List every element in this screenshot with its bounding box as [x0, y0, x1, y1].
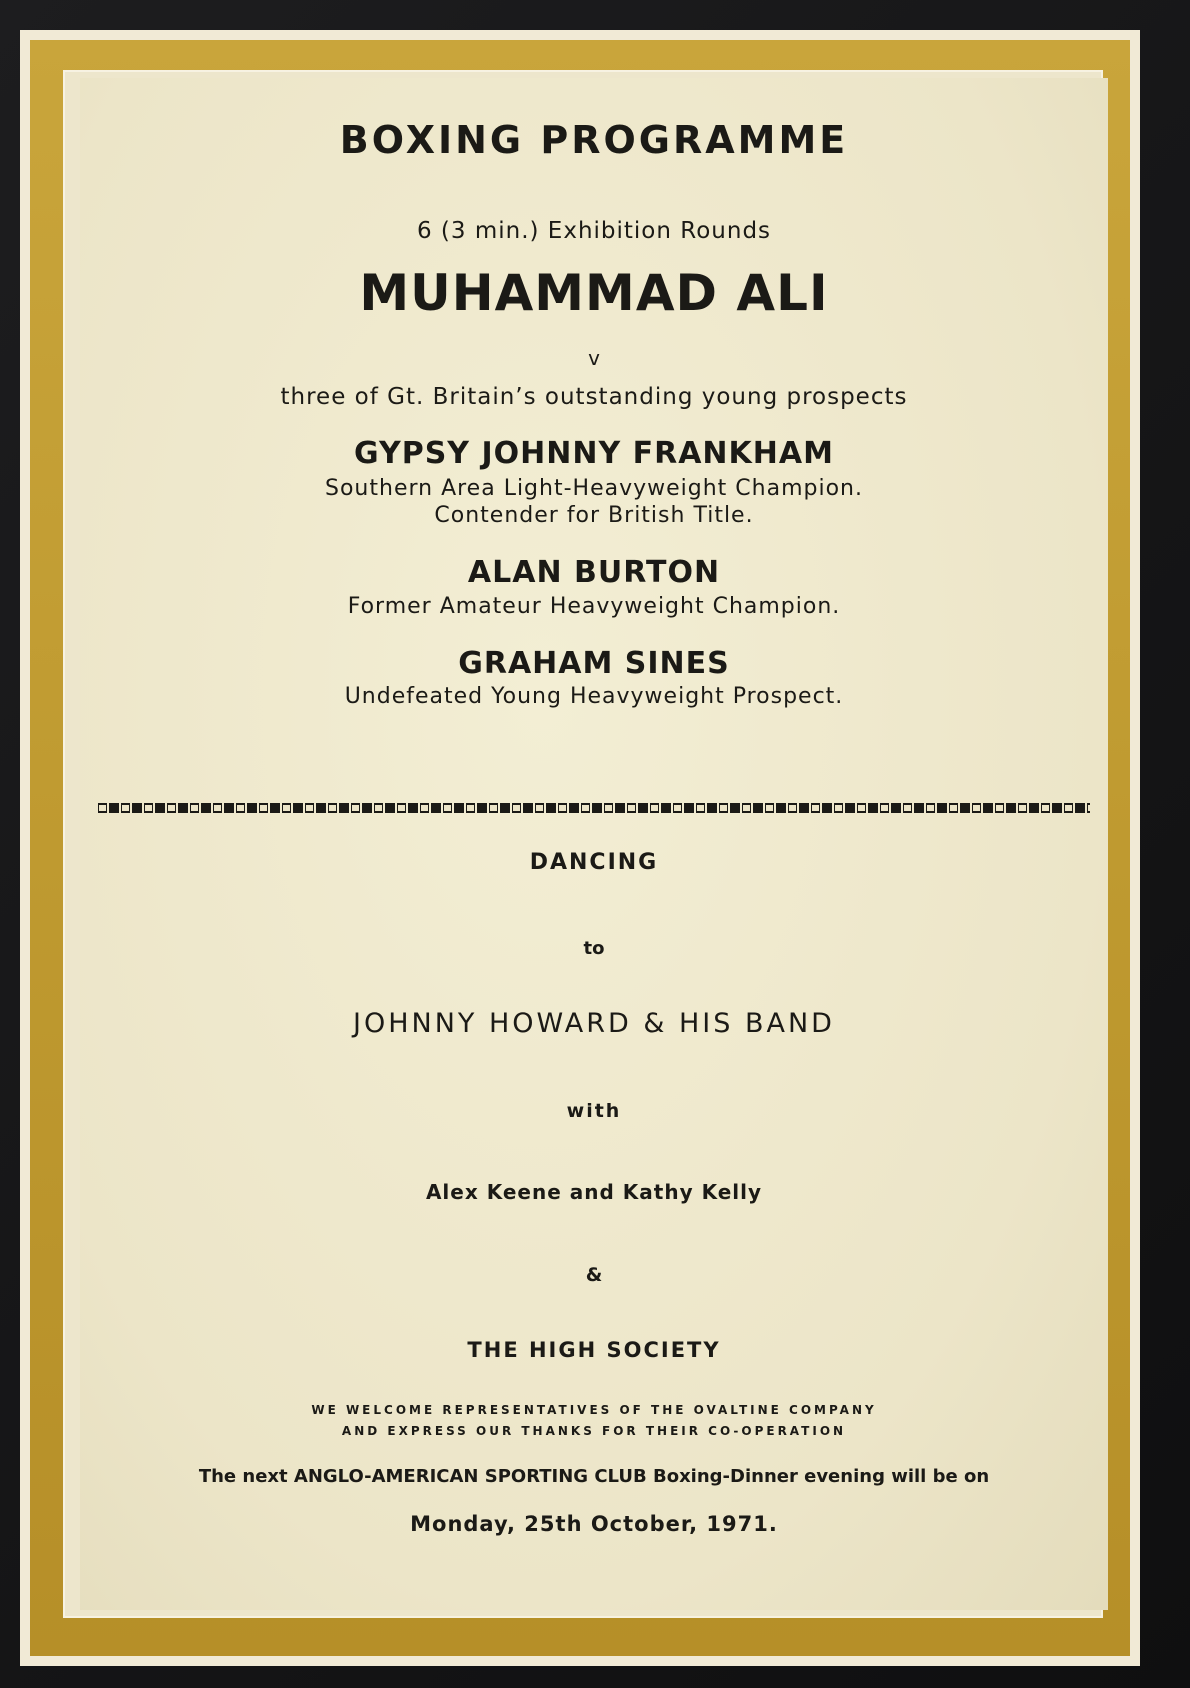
fighter-description: Undefeated Young Heavyweight Prospect. — [344, 684, 844, 709]
main-fighter-name: MUHAMMAD ALI — [359, 264, 829, 322]
prospects-intro: three of Gt. Britain’s outstanding young prospects — [280, 384, 908, 410]
versus-label: v — [588, 346, 600, 370]
fighter-name: GYPSY JOHNNY FRANKHAM — [354, 436, 834, 471]
programme-sheet — [80, 78, 1108, 1610]
rounds-info: 6 (3 min.) Exhibition Rounds — [416, 218, 772, 244]
with-label: with — [566, 1100, 622, 1122]
fighter-description: Former Amateur Heavyweight Champion. — [347, 594, 841, 619]
group-name: THE HIGH SOCIETY — [467, 1338, 721, 1362]
decorative-divider — [98, 803, 1090, 813]
welcome-line: AND EXPRESS OUR THANKS FOR THEIR CO-OPERATION — [341, 1424, 847, 1438]
fighter-description: Contender for British Title. — [434, 503, 754, 528]
fighter-description: Southern Area Light-Heavyweight Champion. — [325, 476, 863, 501]
programme-title: BOXING PROGRAMME — [339, 118, 849, 162]
dancing-heading: DANCING — [529, 850, 659, 875]
singers-names: Alex Keene and Kathy Kelly — [425, 1180, 763, 1204]
next-event-note: The next ANGLO-AMERICAN SPORTING CLUB Boxing-Dinner evening will be on — [198, 1466, 990, 1487]
fighter-name: GRAHAM SINES — [458, 646, 730, 681]
to-label: to — [583, 938, 605, 959]
next-event-date: Monday, 25th October, 1971. — [410, 1512, 778, 1536]
welcome-line: WE WELCOME REPRESENTATIVES OF THE OVALTINE COMPANY — [311, 1403, 877, 1417]
ampersand-label: & — [585, 1264, 603, 1286]
band-name: JOHNNY HOWARD & HIS BAND — [353, 1008, 835, 1039]
fighter-name: ALAN BURTON — [467, 555, 721, 590]
